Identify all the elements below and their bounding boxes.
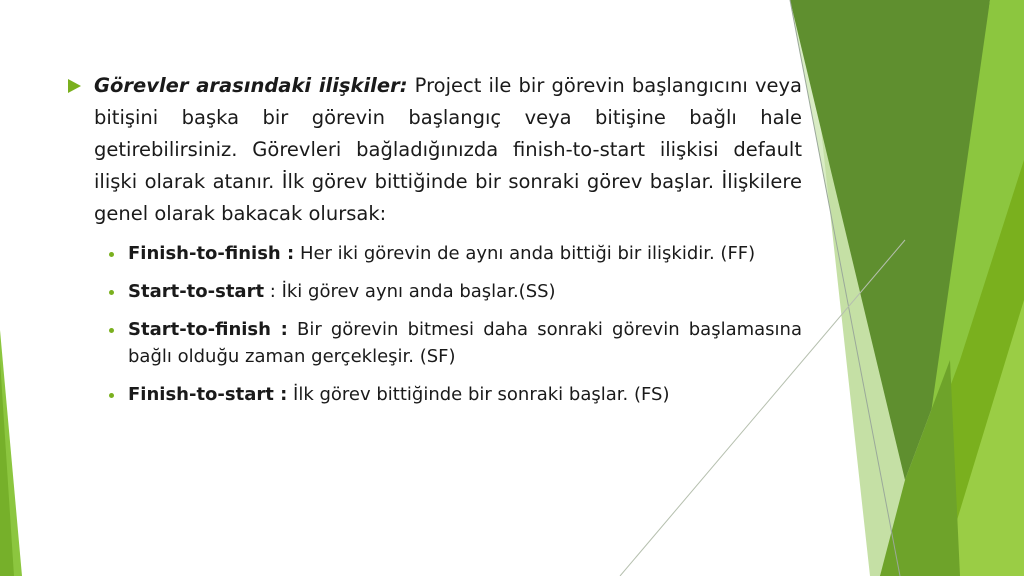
sub-bullet-text: İlk görev bittiğinde bir sonraki başlar. (FS) — [287, 384, 670, 405]
sub-bullet-finish-to-finish — [108, 240, 802, 267]
main-bullet-text: Project ile bir görevin başlangıcını veya bitişini başka bir görevin başlangıç veya bitişine bağlı hale getirebilirsiniz. Görevleri bağladığınızda finish-to-start ilişkisi default ilişki olarak atanır. İlk görev bittiğinde bir sonraki görev başlar. İlişkilere genel olarak bakacak olursak: — [94, 74, 802, 225]
sub-bullet-start-to-start — [108, 278, 802, 305]
sub-bullet-term: Start-to-finish : — [128, 319, 288, 340]
sub-bullet-finish-to-start — [108, 381, 802, 408]
dot-bullet-icon — [109, 393, 114, 398]
dot-bullet-icon — [109, 252, 114, 257]
sub-bullet-text: Her iki görevin de aynı anda bittiği bir ilişkidir. (FF) — [294, 243, 756, 264]
sub-bullet-term: Start-to-start — [128, 281, 265, 302]
sub-bullet-list — [68, 240, 802, 408]
dot-bullet-icon — [109, 328, 114, 333]
slide-content — [68, 70, 802, 419]
triangle-bullet-icon — [68, 79, 81, 93]
main-bullet — [68, 70, 802, 230]
sub-bullet-term: Finish-to-finish : — [128, 243, 295, 264]
sub-bullet-start-to-finish — [108, 316, 802, 370]
sub-bullet-text: : İki görev aynı anda başlar.(SS) — [264, 281, 556, 302]
sub-bullet-text: Bir görevin bitmesi daha sonraki görevin başlamasına bağlı olduğu zaman gerçekleşir. (SF) — [128, 319, 802, 367]
dot-bullet-icon — [109, 290, 114, 295]
main-bullet-lead: Görevler arasındaki ilişkiler: — [94, 74, 408, 97]
sub-bullet-term: Finish-to-start : — [128, 384, 288, 405]
